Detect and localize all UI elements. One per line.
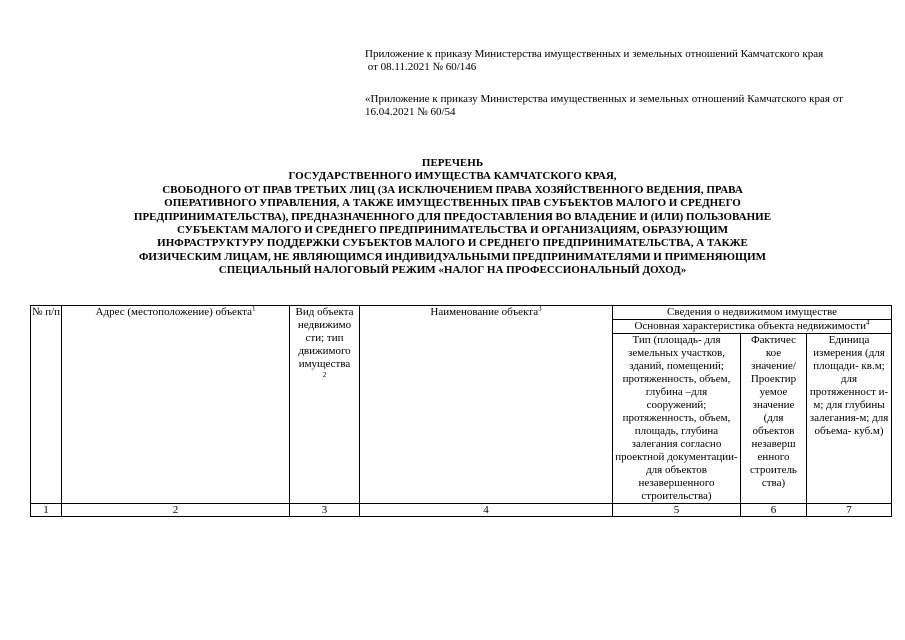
document-title	[30, 157, 875, 278]
header-name: Наименование объекта$^3$	[360, 306, 613, 504]
order-line-1: Приложение к приказу Министерства имущественных и земельных отношений Камчатского края	[365, 48, 824, 60]
header-realty-group: Сведения о недвижимом имуществе	[613, 306, 892, 320]
title-line: ОПЕРАТИВНОГО УПРАВЛЕНИЯ, А ТАКЖЕ ИМУЩЕСТВЕННЫХ ПРАВ СУБЪЕКТОВ МАЛОГО И СРЕДНЕГО	[164, 197, 741, 210]
header-unit: Единица измерения (для площади- кв.м; для протяженност и-м; для глубины залегания-м; для объема- куб.м)	[807, 334, 892, 504]
column-number: 3	[290, 504, 360, 517]
header-row	[31, 306, 892, 320]
column-number-row	[31, 504, 892, 517]
title-line: ФИЗИЧЕСКИМ ЛИЦАМ, НЕ ЯВЛЯЮЩИМСЯ ИНДИВИДУАЛЬНЫМИ ПРЕДПРИНИМАТЕЛЯМИ И ПРИМЕНЯЮЩИМ	[138, 250, 767, 263]
footnote-ref: 1	[251, 305, 256, 313]
header-kind: Вид объекта недвижимо сти; тип движимого имущества 2	[290, 306, 360, 504]
footnote-ref: 3	[538, 305, 542, 313]
header-address: Адрес (местоположение) объекта$^1$	[62, 306, 290, 504]
column-number: 2	[62, 504, 290, 517]
title-line: СПЕЦИАЛЬНЫЙ НАЛОГОВЫЙ РЕЖИМ «НАЛОГ НА ПРОФЕССИОНАЛЬНЫЙ ДОХОД»	[218, 264, 687, 277]
title-line: ИНФРАСТРУКТУРУ ПОДДЕРЖКИ СУБЪЕКТОВ МАЛОГО И СРЕДНЕГО ПРЕДПРИНИМАТЕЛЬСТВА, А ТАКЖЕ	[157, 237, 748, 250]
title-line: ПРЕДПРИНИМАТЕЛЬСТВА), ПРЕДНАЗНАЧЕННОГО ДЛЯ ПРЕДОСТАВЛЕНИЯ ВО ВЛАДЕНИЕ И (ИЛИ) ПОЛЬЗОВАНИЕ	[133, 210, 772, 223]
order-reference	[365, 48, 843, 119]
title-line: СВОБОДНОГО ОТ ПРАВ ТРЕТЬИХ ЛИЦ (ЗА ИСКЛЮЧЕНИЕМ ПРАВА ХОЗЯЙСТВЕННОГО ВЕДЕНИЯ, ПРАВА	[162, 183, 743, 196]
order-line-3: «Приложение к приказу Министерства имущественных и земельных отношений Камчатского края от 16.04.2021 № 60/54	[365, 93, 843, 118]
title-line: СУБЪЕКТАМ МАЛОГО И СРЕДНЕГО ПРЕДПРИНИМАТЕЛЬСТВА И ОРГАНИЗАЦИЯМ, ОБРАЗУЮЩИМ	[177, 224, 728, 237]
column-number: 5	[613, 504, 741, 517]
property-table	[30, 305, 892, 517]
title-line: ПЕРЕЧЕНЬ	[421, 157, 484, 169]
footnote-ref: 2	[322, 371, 327, 379]
column-number: 6	[741, 504, 807, 517]
column-number: 4	[360, 504, 613, 517]
order-line-2: от 08.11.2021 № 60/146	[365, 61, 477, 73]
title-line: ГОСУДАРСТВЕННОГО ИМУЩЕСТВА КАМЧАТСКОГО КРАЯ,	[288, 170, 617, 183]
header-no: № п/п	[31, 306, 62, 504]
column-number: 7	[807, 504, 892, 517]
header-value: Фактичес кое значение/ Проектир уемое значение (для объектов незаверш енного строитель ства)	[741, 334, 807, 504]
column-number: 1	[31, 504, 62, 517]
footnote-ref: 4	[866, 319, 870, 327]
header-type: Тип (площадь- для земельных участков, зданий, помещений; протяженность, объем, глубина –для сооружений; протяженность, объем, площадь, глубина залегания согласно проектной документации-для объектов незавершенного строительства)	[613, 334, 741, 504]
header-main-char: Основная характеристика объекта недвижимости$^4$	[613, 320, 892, 334]
